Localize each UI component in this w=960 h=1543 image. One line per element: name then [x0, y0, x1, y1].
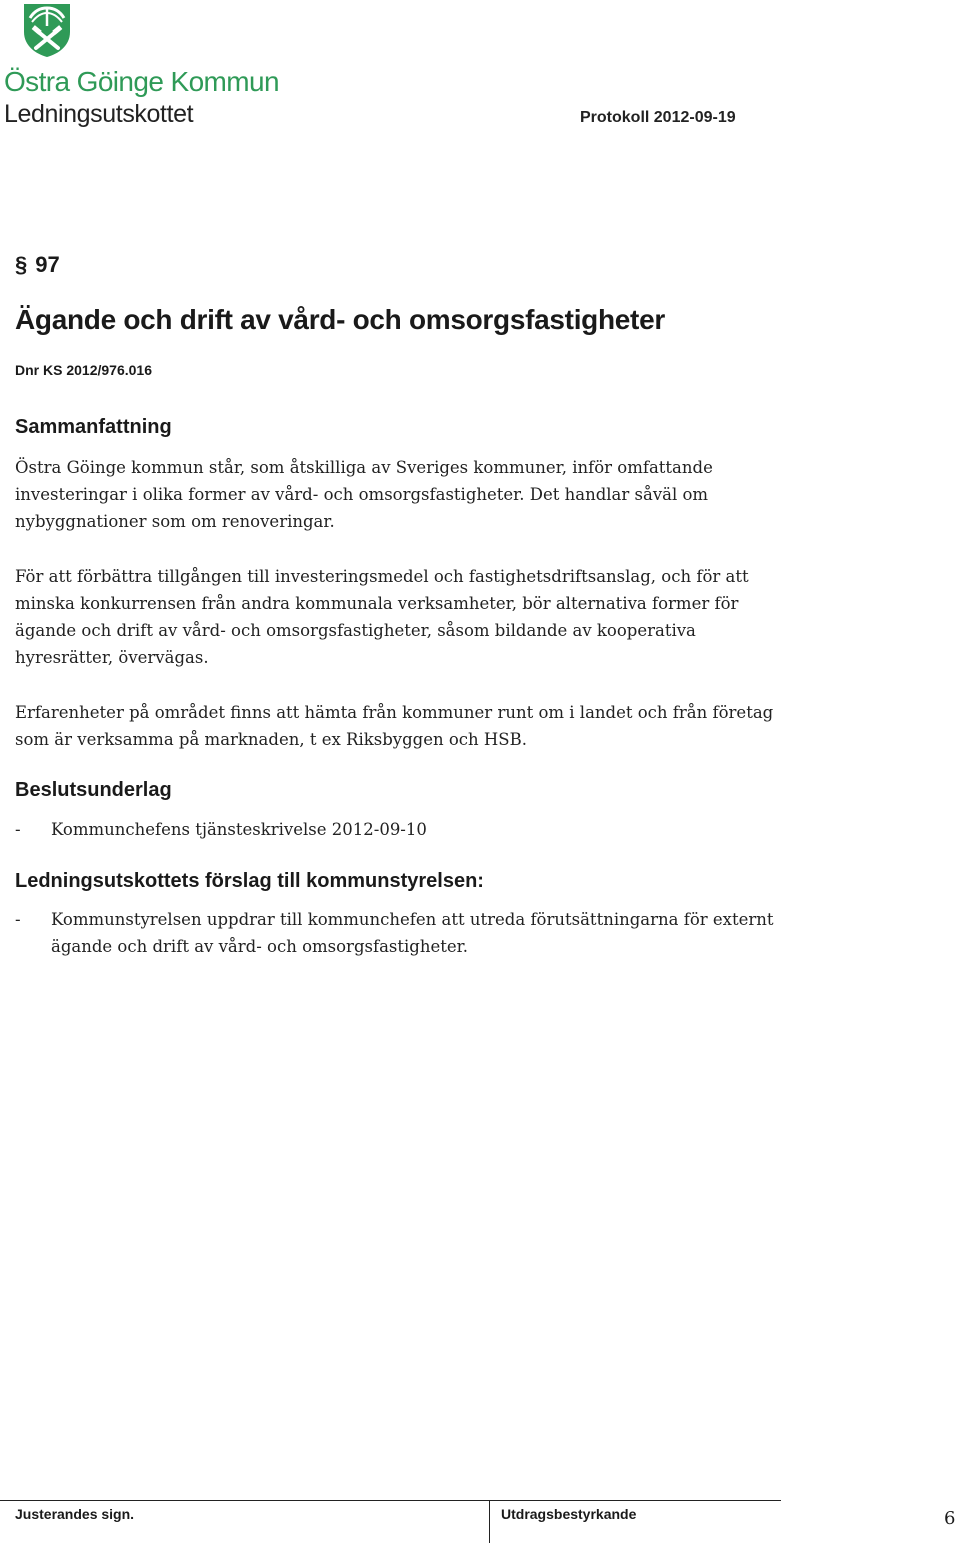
list-dash: - — [15, 910, 21, 929]
organization-name: Östra Göinge Kommun — [4, 66, 279, 97]
basis-list-item — [15, 816, 795, 843]
proposal-heading: Ledningsutskottets förslag till kommunstyrelsen: — [15, 870, 484, 892]
diary-number: Dnr KS 2012/976.016 — [15, 362, 152, 378]
department-name: Ledningsutskottet — [4, 100, 194, 128]
section-number — [15, 252, 60, 278]
footer-signature-label: Justerandes sign. — [15, 1506, 135, 1522]
page-title: Ägande och drift av vård- och omsorgsfastigheter — [15, 304, 665, 335]
proposal-list-item — [15, 906, 795, 960]
summary-paragraph-2: För att förbättra tillgången till investeringsmedel och fastighetsdriftsanslag, och för att minska konkurrensen från andra kommunala verksamheter, bör alternativa former för ägande och drift av vård- och omsorgsfastigheter, såsom bildande av kooperativa hyresrätter, övervägas. — [15, 567, 749, 667]
summary-paragraph-3: Erfarenheter på området finns att hämta från kommuner runt om i landet och från företag som är verksamma på marknaden, t ex Riksbyggen och HSB. — [15, 703, 774, 749]
footer-certification-label: Utdragsbestyrkande — [501, 1506, 637, 1522]
footer-divider — [489, 1500, 490, 1543]
basis-heading: Beslutsunderlag — [15, 779, 172, 801]
summary-heading: Sammanfattning — [15, 416, 172, 438]
proposal-item-text: Kommunstyrelsen uppdrar till kommunchefen att utreda förutsättningarna för externt ägande och drift av vård- och omsorgsfastigheter. — [51, 910, 774, 956]
summary-paragraph-1: Östra Göinge kommun står, som åtskilliga av Sveriges kommuner, inför omfattande investeringar i olika former av vård- och omsorgsfastigheter. Det handlar såväl om nybyggnationer som om renoveringar. — [15, 458, 713, 531]
section-number-value: 97 — [35, 252, 60, 277]
footer-rule — [0, 1500, 781, 1501]
page-number: 6 — [944, 1508, 956, 1529]
protocol-date: Protokoll 2012-09-19 — [580, 109, 736, 126]
municipal-coat-of-arms-icon — [22, 2, 72, 58]
basis-item-text: Kommunchefens tjänsteskrivelse 2012-09-10 — [51, 820, 427, 839]
section-sign: § — [15, 252, 28, 277]
list-dash: - — [15, 820, 21, 839]
